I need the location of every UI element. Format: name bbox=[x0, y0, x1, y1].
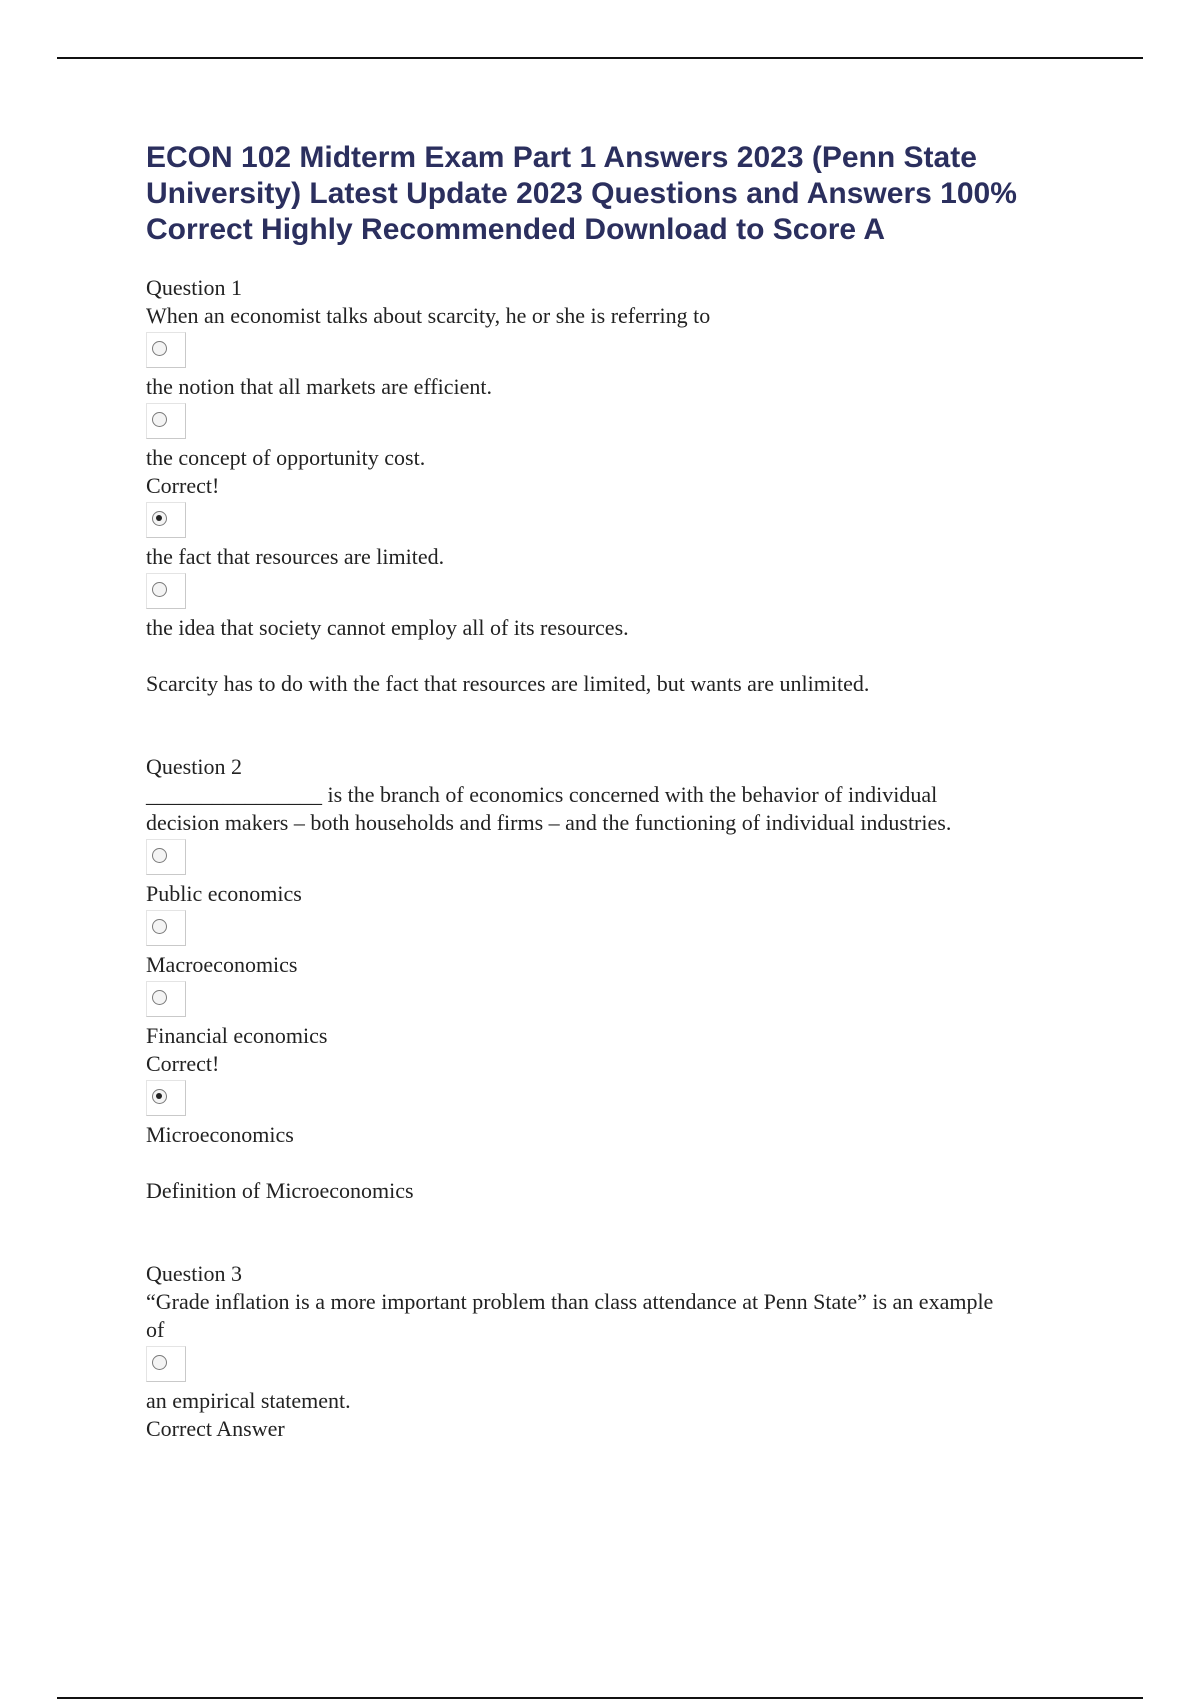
radio-unselected-icon[interactable] bbox=[152, 582, 167, 597]
option-text: an empirical statement. bbox=[146, 1388, 351, 1413]
question-prompt: ________________ is the branch of economics concerned with the behavior of individual bbox=[146, 782, 938, 807]
option-text: the concept of opportunity cost. bbox=[146, 445, 426, 470]
option-text: Public economics bbox=[146, 881, 302, 906]
option-radio-box[interactable] bbox=[146, 1080, 186, 1116]
question-label: Question 2 bbox=[146, 754, 242, 779]
radio-unselected-icon[interactable] bbox=[152, 412, 167, 427]
option-radio-box[interactable] bbox=[146, 981, 186, 1017]
option-radio-box[interactable] bbox=[146, 839, 186, 875]
question-2 bbox=[146, 753, 1106, 1205]
option-radio-box[interactable] bbox=[146, 403, 186, 439]
radio-unselected-icon[interactable] bbox=[152, 341, 167, 356]
top-rule bbox=[57, 57, 1143, 59]
correct-marker: Correct! bbox=[146, 473, 220, 498]
bottom-rule bbox=[57, 1697, 1143, 1699]
radio-unselected-icon[interactable] bbox=[152, 919, 167, 934]
option-text: the idea that society cannot employ all of its resources. bbox=[146, 615, 629, 640]
option-radio-box[interactable] bbox=[146, 332, 186, 368]
option-radio-box[interactable] bbox=[146, 502, 186, 538]
document-title: ECON 102 Midterm Exam Part 1 Answers 2023 (Penn State University) Latest Update 2023 Questions and Answers 100% Correct Highly Recommended Download to Score A bbox=[146, 141, 1017, 246]
option-radio-box[interactable] bbox=[146, 573, 186, 609]
radio-selected-icon[interactable] bbox=[152, 1089, 167, 1104]
option-text: the fact that resources are limited. bbox=[146, 544, 445, 569]
question-prompt: When an economist talks about scarcity, he or she is referring to bbox=[146, 303, 711, 328]
question-label: Question 3 bbox=[146, 1261, 242, 1286]
question-label: Question 1 bbox=[146, 275, 242, 300]
question-prompt-continued: decision makers – both households and firms – and the functioning of individual industries. bbox=[146, 810, 952, 835]
option-radio-box[interactable] bbox=[146, 910, 186, 946]
option-radio-box[interactable] bbox=[146, 1346, 186, 1382]
correct-marker: Correct! bbox=[146, 1051, 220, 1076]
question-3 bbox=[146, 1260, 1106, 1443]
radio-unselected-icon[interactable] bbox=[152, 848, 167, 863]
answer-feedback: Scarcity has to do with the fact that resources are limited, but wants are unlimited. bbox=[146, 671, 870, 696]
question-prompt: “Grade inflation is a more important problem than class attendance at Penn State” is an example bbox=[146, 1289, 994, 1314]
question-prompt-continued: of bbox=[146, 1317, 165, 1342]
answer-feedback: Definition of Microeconomics bbox=[146, 1178, 414, 1203]
question-1 bbox=[146, 274, 1106, 698]
radio-selected-icon[interactable] bbox=[152, 511, 167, 526]
radio-unselected-icon[interactable] bbox=[152, 1355, 167, 1370]
correct-answer-marker: Correct Answer bbox=[146, 1416, 285, 1441]
spacer bbox=[146, 1205, 1106, 1260]
option-text: Macroeconomics bbox=[146, 952, 298, 977]
radio-unselected-icon[interactable] bbox=[152, 990, 167, 1005]
option-text: Financial economics bbox=[146, 1023, 328, 1048]
document-body bbox=[146, 140, 1106, 1443]
option-text: the notion that all markets are efficient. bbox=[146, 374, 492, 399]
option-text: Microeconomics bbox=[146, 1122, 294, 1147]
spacer bbox=[146, 698, 1106, 753]
